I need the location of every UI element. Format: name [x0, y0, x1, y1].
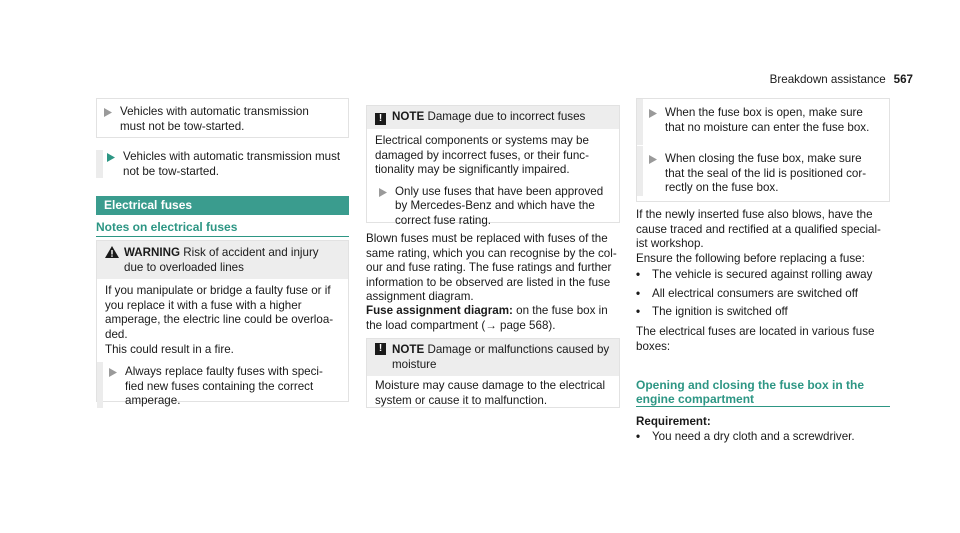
list-item: • All electrical consumers are switched off [636, 286, 858, 300]
step-box-1 [96, 98, 349, 138]
step-text: Vehicles with automatic transmission must not be tow-started. [120, 105, 309, 133]
step-item [375, 185, 611, 229]
paragraph: If the newly inserted fuse also blows, have the cause traced and rectified at a qualified special- ist workshop. [636, 208, 881, 251]
requirement-label: Requirement: [636, 415, 711, 428]
note-title: Damage or malfunctions caused by moisture [392, 343, 610, 371]
note-box-2 [366, 338, 620, 408]
step-text: Only use fuses that have been approved by Mercedes-Benz and which have the correct fuse rating. [395, 184, 604, 227]
page-header [770, 73, 913, 88]
header-section: Breakdown assistance [769, 73, 886, 86]
note-exclamation-icon: ! [375, 113, 386, 125]
note-label: NOTE [392, 343, 425, 356]
triangle-arrow-icon [104, 108, 114, 137]
page-number: 567 [893, 73, 913, 86]
step-text: When the fuse box is open, make sure that no moisture can enter the fuse box. [665, 106, 870, 134]
paragraph: Fuse assignment diagram: on the fuse box in the load compartment (→ page 568). [366, 304, 608, 332]
warning-triangle-icon [105, 246, 120, 275]
step-text: Vehicles with automatic transmission must not be tow-started. [123, 150, 341, 178]
paragraph: Blown fuses must be replaced with fuses of the same rating, which you can recognise by the col- our and fuse rating. The fuse ratings and further information to be observed are listed in the fuse assignment diagram. [366, 232, 617, 304]
warning-label: WARNING [124, 246, 181, 259]
warning-box [96, 240, 349, 408]
step-item [104, 105, 334, 134]
warning-title: Risk of accident and injury due to overloaded lines [124, 246, 319, 274]
note-header [367, 339, 619, 376]
note-title: Damage due to incorrect fuses [427, 110, 586, 123]
list-item: • You need a dry cloth and a screwdriver. [636, 429, 855, 443]
warning-header [97, 241, 348, 279]
subheading: Notes on electrical fuses [96, 219, 349, 237]
step-text: When closing the fuse box, make sure that the seal of the lid is positioned cor- rectly on the fuse box. [665, 152, 867, 195]
page-link-arrow[interactable]: → [485, 318, 497, 332]
note-box-1 [366, 105, 620, 227]
page-link[interactable]: page 568). [496, 318, 556, 332]
triangle-arrow-icon [107, 153, 117, 182]
triangle-arrow-icon [649, 109, 659, 138]
bullet-dot-icon: • [636, 305, 641, 319]
note-body: Moisture may cause damage to the electrical system or cause it to malfunction. [375, 379, 606, 407]
step-item [105, 365, 340, 409]
list-item: • The ignition is switched off [636, 305, 788, 319]
warning-body: This could result in a fire. [105, 342, 234, 356]
step-item [645, 106, 881, 135]
paragraph: Ensure the following before replacing a fuse: [636, 252, 865, 265]
inline-bold: Fuse assignment diagram: [366, 304, 513, 317]
bullet-dot-icon: • [636, 429, 641, 443]
note-header [367, 106, 619, 129]
note-exclamation-icon: ! [375, 343, 386, 355]
requirement [636, 415, 892, 444]
note-body: Electrical components or systems may be damaged by incorrect fuses, or their func- tionality may be significantly impaired. [375, 134, 589, 177]
triangle-arrow-icon [649, 155, 659, 199]
triangle-arrow-icon [379, 188, 389, 232]
paragraph: The electrical fuses are located in various fuse boxes: [636, 325, 875, 353]
step-item [96, 150, 349, 179]
bullet-dot-icon: • [636, 286, 641, 300]
subheading: Opening and closing the fuse box in the engine compartment [636, 378, 890, 407]
note-label: NOTE [392, 110, 425, 123]
list-item: • The vehicle is secured against rolling away [636, 268, 873, 281]
step-box-2 [636, 98, 890, 202]
bullet-list [636, 268, 892, 320]
step-text: Always replace faulty fuses with speci- fied new fuses containing the correct amperage. [125, 365, 323, 408]
bullet-dot-icon: • [636, 268, 641, 281]
triangle-arrow-icon [109, 368, 119, 412]
warning-body: If you manipulate or bridge a faulty fuse or if you replace it with a fuse with a higher amperage, the electric line could be overloa- ded. [105, 284, 334, 341]
section-title-bar: Electrical fuses [96, 196, 349, 215]
step-item [645, 152, 881, 196]
